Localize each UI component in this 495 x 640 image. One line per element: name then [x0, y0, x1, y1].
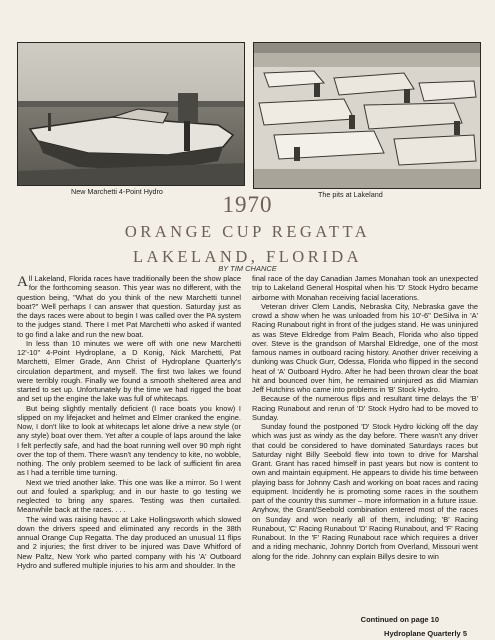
article-column-right	[252, 274, 478, 561]
article-byline: BY TIM CHANCE	[218, 264, 277, 273]
right-photo-caption: The pits at Lakeland	[318, 190, 383, 199]
page-footer	[384, 629, 467, 638]
magazine-name: Hydroplane Quarterly	[384, 629, 461, 638]
marchetti-hydro-photo	[17, 42, 245, 186]
drop-cap: A	[17, 274, 28, 290]
paragraph: Because of the numerous flips and resultant time delays the 'B' Racing Runabout and rerun of 'D' Stock Hydro had to be moved to Sunday.	[252, 394, 478, 422]
paragraph: Sunday found the postponed 'D' Stock Hydro kicking off the day which was just as windy as the day before. There wasn't any driver that could be considered to have dominated Saturdays races but Saturday night Billy Seebold flew into town to drive for Marshal Grant. Grant has raced himself in past years but now is content to own and maintain equipment. He appears to divide his time between playing bass for Johnny Cash and working on boat races and racing equipment. Incidently he is promoting some races in the southern part of the country this summer – more information in a future issue. Anyhow, the Grant/Seebold combination entered most of the races on Sunday and won nearly all of them, including; 'B' Racing Runabout, 'C' Racing Runabout 'D' Racing Runabout, and 'F' Racing Runabout. In the 'F' Racing Runabout race which requires a driver and a riding mechanic, Johnny Dortch from Overland, Missouri went along for the ride. Johnny can explain Billys desire to win	[252, 422, 478, 561]
paragraph: Veteran driver Clem Landis, Nebraska City, Nebraska gave the crowd a show when he was unloaded from his 10'-6" DeSilva in 'A' Racing Runabout right in front of the judges stand. He was uninjured as was Steve Eldredge from Palm Beach, Florida who also tipped over. Steve is the grandson of Marshal Eldredge, one of the most famous names in outboard racing history. Another driver receiving a dunking was Chuck Gurr, Odessa, Florida who flipped in the second heat of 'A' Outboard Hydro. After he had been thrown clear the boat hit and bounced over him, he remained uninjured as did Miamian Jeff Hutchins who came into problems in 'B' Stock Hydro.	[252, 301, 478, 394]
paragraph: But being slightly mentally deficient (I race boats you know) I slipped on my lifejacket and helmet and Elmer cranked the engine. Now, I don't like to look at whitecaps let alone drive a new style (or any style) boat over them. Yet after a couple of laps around the lake I felt perfectly safe, and had the boat running well over 90 mph right over the top of them. There wasn't any tendency to kite, no wobble, nothing. The only problem seemed to be lack of sufficient fin area as I had a terrible time turning.	[17, 403, 241, 478]
article-title-line1: ORANGE CUP REGATTA	[124, 222, 371, 241]
article-year: 1970	[222, 192, 273, 217]
continued-note: Continued on page 10	[360, 615, 439, 624]
article-column-left	[17, 274, 241, 570]
paragraph: In less than 10 minutes we were off with one new Marchetti 12'-10" 4-Point Hydroplane, a D Konig, Nick Marchetti, Pat Marchetti, Elmer Grade, Ann Christ of Hydroplane Quarterly's circulation department, and myself. The first two lakes we found were terribly rough. Finally we found a smooth sheltered area and started to set up. Unfortunately by the time we had rigged the boat and set up the engine the lake was full of whitecaps.	[17, 338, 241, 404]
paragraph: All Lakeland, Florida races have traditionally been the show place for the forthcoming season. This year was no different, with the question being, "What do you think of the new Marchetti tunnel boat?" Well perhaps I can answer that question. Saturday just as the days races were about to begin I was called over the PA system to the judges stand. There I met Pat Marchetti who asked if wanted to go find a lake and run the new boat.	[17, 274, 241, 339]
paragraph: Next we tried another lake. This one was like a mirror. So I went out and fouled a sparkplug; and in our haste to go testing we neglected to bring any spares. Testing was then curtailed. Meanwhile back at the races. . . .	[17, 477, 241, 515]
pits-image	[254, 43, 480, 188]
left-photo-caption: New Marchetti 4-Point Hydro	[71, 187, 163, 196]
paragraph: The wind was raising havoc at Lake Hollingsworth which slowed down the drivers speed and eliminated any records in the 38th annual Orange Cup Regatta. The day produced an unusual 11 flips and 2 injuries; the first driver to be injured was Dave Whitford of New Paltz, New York who parted company with his 'A' Outboard Hydro and suffered multiple injuries to his arm and shoulder. In the	[17, 514, 241, 570]
page-number: 5	[462, 629, 467, 638]
pits-photo	[253, 42, 481, 189]
boat-image	[18, 43, 244, 185]
paragraph: final race of the day Canadian James Monahan took an unexpected trip to Lakeland General Hospital when his 'D' Stock Hydro became airborne with Monahan receiving facial lacerations.	[252, 274, 478, 302]
article-title-line2: LAKELAND, FLORIDA	[132, 247, 363, 266]
